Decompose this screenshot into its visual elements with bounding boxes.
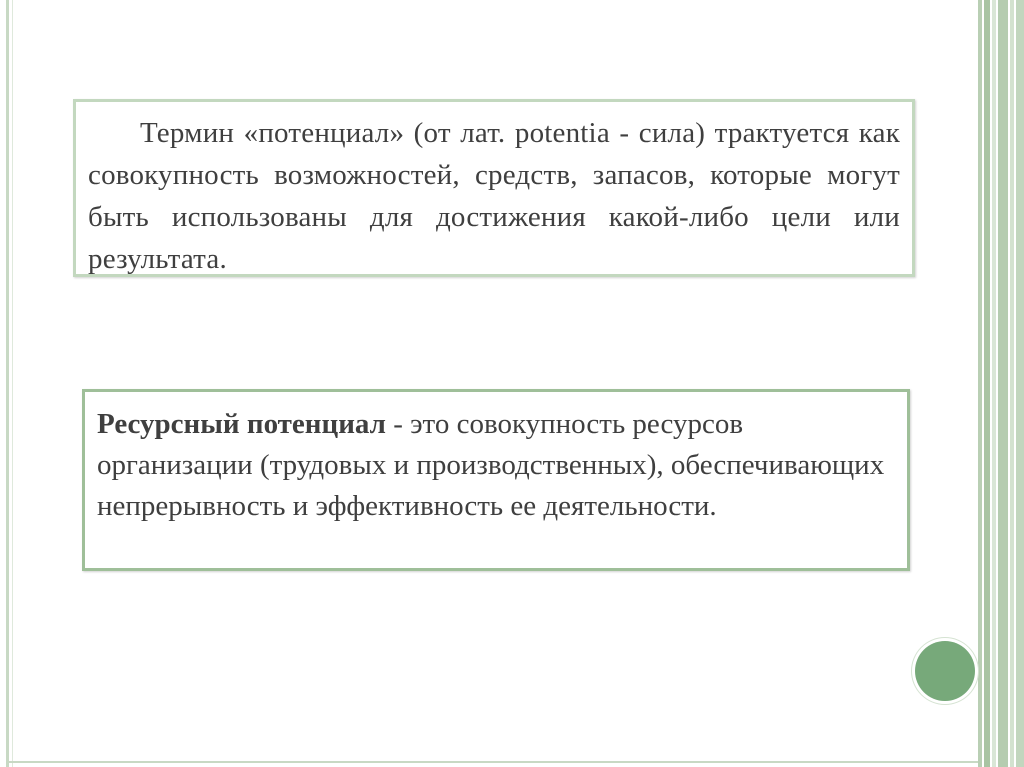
- decorative-circle-icon: [915, 641, 975, 701]
- term-definition-text: Термин «потенциал» (от лат. potentia - сила) трактуется как совокупность возможностей, средств, запасов, которые могут быть использованы для достижения какой-либо цели или результата.: [88, 117, 900, 275]
- frame-left-inner-line: [12, 0, 13, 767]
- resource-potential-text: [97, 404, 895, 527]
- resource-potential-term: Ресурсный потенциал: [97, 408, 386, 440]
- resource-potential-definition: - это совокупность ресурсов организации (трудовых и производственных), обеспечивающих непрерывность и эффективность ее деятельности.: [97, 408, 885, 522]
- right-stripe: [978, 0, 982, 767]
- right-stripe: [1016, 0, 1024, 767]
- right-stripe: [984, 0, 990, 767]
- frame-left-line: [6, 0, 9, 767]
- right-stripe: [992, 0, 996, 767]
- resource-potential-box: [82, 389, 910, 571]
- right-stripe: [998, 0, 1008, 767]
- right-stripe: [1010, 0, 1014, 767]
- term-definition-box: [73, 99, 915, 277]
- frame-bottom-line: [6, 761, 978, 763]
